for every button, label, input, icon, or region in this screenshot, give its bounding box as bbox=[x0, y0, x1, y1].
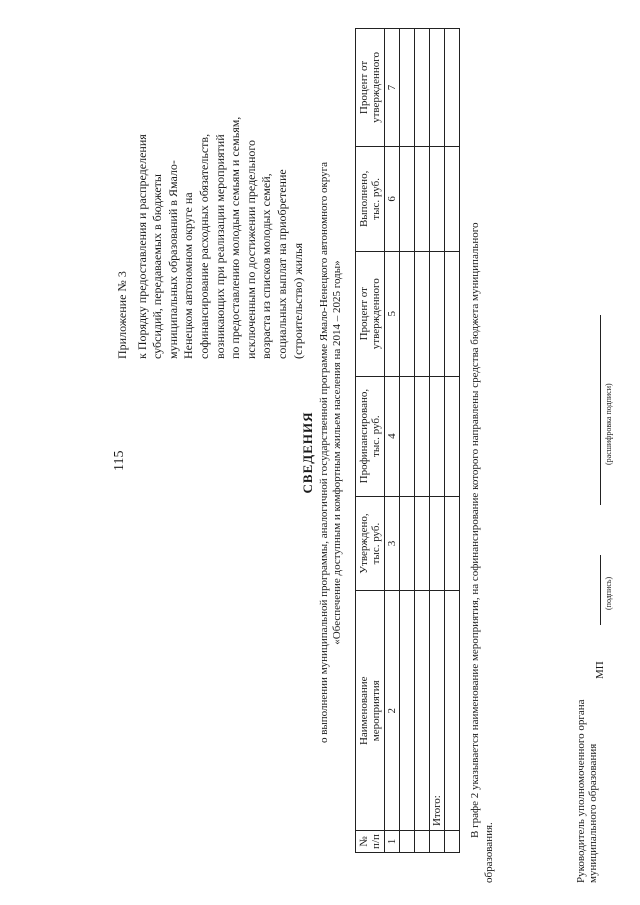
table-cell bbox=[415, 146, 430, 251]
appendix-line: социальных выплат на приобретение bbox=[274, 169, 289, 359]
appendix-line: муниципальных образований в Ямало- bbox=[165, 160, 180, 359]
table-cell bbox=[430, 831, 445, 853]
appendix-line: к Порядку предоставления и распределения bbox=[134, 134, 149, 359]
appendix-line: Ненецком автономном округе на bbox=[181, 192, 196, 359]
header-cell-approved: Утверждено, тыс. руб. bbox=[356, 496, 385, 591]
table-row-empty bbox=[445, 29, 460, 853]
table-cell bbox=[445, 29, 460, 147]
table-cell bbox=[415, 251, 430, 376]
document-title: СВЕДЕНИЯ bbox=[300, 411, 315, 494]
appendix-line: по предоставлению молодым семьям и семьям, bbox=[228, 116, 243, 359]
table-row-empty bbox=[415, 29, 430, 853]
page-number: 115 bbox=[112, 450, 127, 471]
program-name: «Обеспечение доступным и комфортным жильем населения на 2014 – 2025 годы» bbox=[331, 260, 343, 645]
footnote-text-continued: образования. bbox=[483, 822, 495, 883]
table-cell bbox=[445, 831, 460, 853]
report-table bbox=[355, 28, 460, 853]
table-cell bbox=[445, 376, 460, 496]
table-cell bbox=[415, 376, 430, 496]
table-cell bbox=[445, 591, 460, 831]
table-cell bbox=[430, 29, 445, 147]
table-cell bbox=[415, 496, 430, 591]
signatory-organization: муниципального образования bbox=[587, 743, 599, 883]
header-cell-percent-completed: Процент от утвержденного bbox=[356, 29, 385, 147]
table-number-row bbox=[385, 29, 400, 853]
column-number: 5 bbox=[385, 251, 400, 376]
table-cell bbox=[445, 146, 460, 251]
appendix-line: (строительство) жилья bbox=[290, 242, 305, 359]
name-line bbox=[600, 315, 601, 505]
appendix-line: возраста из списков молодых семей, bbox=[259, 173, 274, 359]
stamp-place: МП bbox=[594, 661, 606, 679]
table-cell bbox=[400, 146, 415, 251]
table-total-row bbox=[430, 29, 445, 853]
column-number: 2 bbox=[385, 591, 400, 831]
column-number: 1 bbox=[385, 831, 400, 853]
table-cell bbox=[430, 496, 445, 591]
table-cell bbox=[400, 591, 415, 831]
appendix-block bbox=[115, 117, 306, 359]
name-caption: (расшифровка подписи) bbox=[604, 383, 613, 465]
table-cell bbox=[430, 376, 445, 496]
table-cell bbox=[445, 251, 460, 376]
header-cell-financed: Профинансировано, тыс. руб. bbox=[356, 376, 385, 496]
appendix-line: софинансирование расходных обязательств, bbox=[196, 133, 211, 359]
header-cell-num: № п/п bbox=[356, 831, 385, 853]
header-cell-name: Наименование мероприятия bbox=[356, 591, 385, 831]
total-label: Итого: bbox=[430, 591, 445, 831]
footnote-text: В графе 2 указывается наименование мероприятия, на софинансирование которого направлены средства бюджета муниципального bbox=[469, 222, 481, 838]
table-cell bbox=[415, 29, 430, 147]
appendix-line: субсидий, передаваемых в бюджеты bbox=[150, 174, 165, 359]
table-cell bbox=[400, 376, 415, 496]
column-number: 6 bbox=[385, 146, 400, 251]
table-cell bbox=[400, 496, 415, 591]
header-cell-percent: Процент от утвержденного bbox=[356, 251, 385, 376]
table-cell bbox=[400, 251, 415, 376]
table-cell bbox=[415, 591, 430, 831]
column-number: 7 bbox=[385, 29, 400, 147]
signature-line bbox=[600, 555, 601, 625]
table-cell bbox=[430, 251, 445, 376]
table-cell bbox=[430, 146, 445, 251]
header-cell-completed: Выполнено, тыс. руб. bbox=[356, 146, 385, 251]
signatory-title: Руководитель уполномоченного органа bbox=[575, 699, 587, 883]
document-subtitle: о выполнении муниципальной программы, аналогичной государственной программе Ямало-Ненецкого автономного округа bbox=[318, 161, 330, 744]
table-cell bbox=[400, 831, 415, 853]
appendix-line: исключенным по достижении предельного bbox=[243, 139, 258, 359]
table-header-row bbox=[356, 29, 385, 853]
table-cell bbox=[400, 29, 415, 147]
table-cell bbox=[415, 831, 430, 853]
table-row-empty bbox=[400, 29, 415, 853]
appendix-title: Приложение № 3 bbox=[115, 271, 129, 359]
appendix-line: возникающих при реализации мероприятий bbox=[212, 134, 227, 359]
signature-caption: (подпись) bbox=[604, 576, 613, 610]
column-number: 3 bbox=[385, 496, 400, 591]
table-cell bbox=[445, 496, 460, 591]
column-number: 4 bbox=[385, 376, 400, 496]
